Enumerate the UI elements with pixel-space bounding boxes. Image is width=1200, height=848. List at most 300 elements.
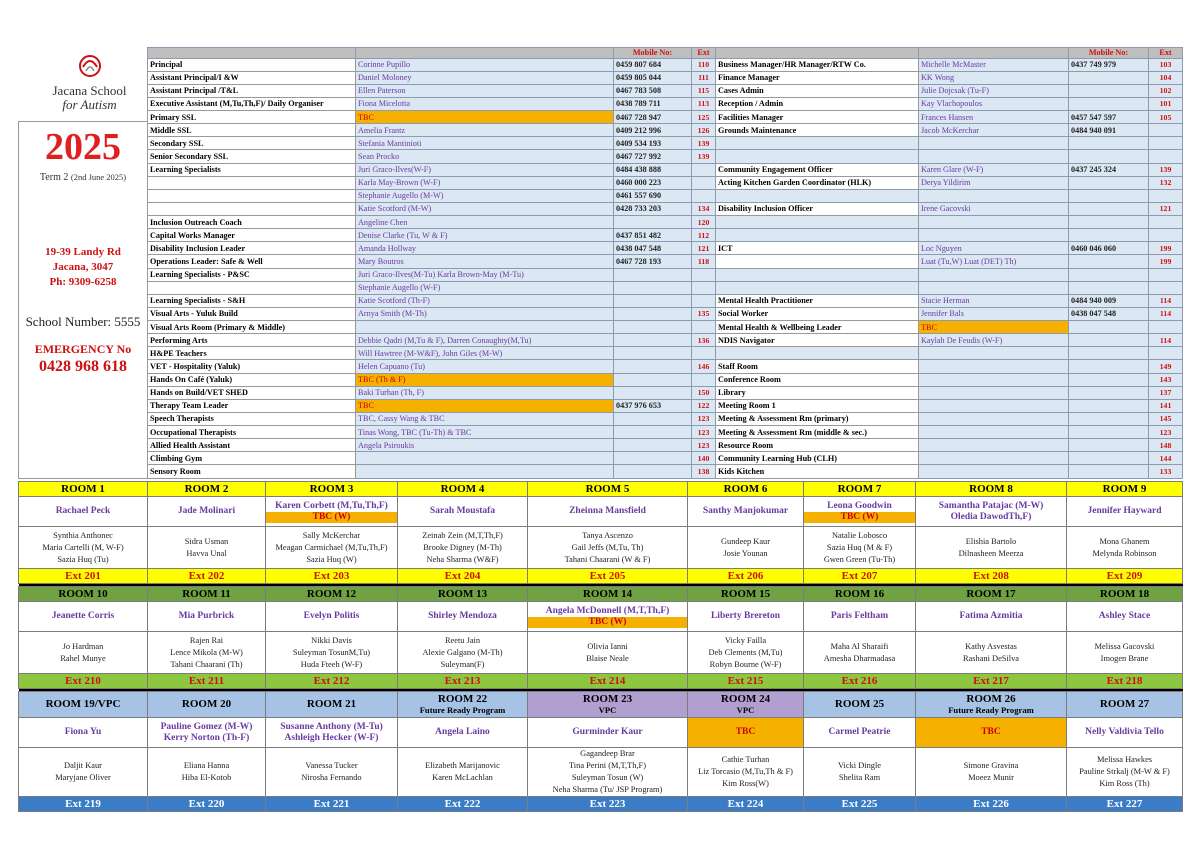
staff-member: Sazia Huq (Tu)	[57, 554, 109, 564]
room-header-row	[19, 482, 1183, 497]
teacher-row	[19, 602, 1183, 632]
header-blank	[148, 48, 356, 59]
directory-row	[148, 307, 1183, 320]
teacher-name: Evelyn Politis	[303, 611, 360, 621]
extension-number: 137	[1149, 386, 1183, 399]
teacher-cell	[398, 602, 528, 632]
role-label: Business Manager/HR Manager/RTW Co.	[716, 58, 919, 71]
directory-row	[148, 229, 1183, 242]
directory-row	[148, 189, 1183, 202]
room-name: ROOM 4	[440, 483, 485, 495]
empty-cell	[1069, 137, 1149, 150]
school-number: School Number: 5555	[25, 314, 141, 329]
mobile-number	[614, 465, 692, 479]
teacher-cell	[528, 602, 688, 632]
role-label: Primary SSL	[148, 111, 356, 124]
staff-member: Suleyman Tosun (W)	[571, 773, 644, 782]
room-header	[266, 587, 398, 602]
mobile-number	[1069, 360, 1149, 373]
extension-number: 199	[1149, 242, 1183, 255]
staff-name: Derya Yildirim	[919, 176, 1069, 189]
staff-member: Zeinab Zein (M,T,Th,F)	[422, 530, 503, 540]
directory-row	[148, 439, 1183, 452]
support-staff-cell	[804, 527, 916, 569]
mobile-number	[1069, 399, 1149, 412]
teacher-name: TBC	[735, 727, 756, 737]
role-label: Visual Arts Room (Primary & Middle)	[148, 321, 356, 334]
room-header	[916, 482, 1067, 497]
room-header	[1067, 692, 1183, 718]
support-staff-cell	[804, 632, 916, 674]
teacher-cell	[1067, 718, 1183, 748]
support-staff-row	[19, 632, 1183, 674]
extension-number: 123	[692, 412, 716, 425]
role-label: Resource Room	[716, 439, 919, 452]
staff-name: Debbie Qadri (M,Tu & F), Darren Conaughty(M,Tu)	[356, 334, 614, 347]
staff-name: Juri Graco-Ilves(M-Tu) Karla Brown-May (M-Tu)	[356, 268, 614, 281]
support-staff-cell	[916, 748, 1067, 797]
role-label: H&PE Teachers	[148, 347, 356, 360]
room-header	[266, 692, 398, 718]
room-extension	[804, 797, 916, 812]
support-staff-cell	[528, 527, 688, 569]
staff-member: Huda Fteeh (W-F)	[300, 659, 363, 669]
extension-number: 105	[1149, 111, 1183, 124]
staff-name: Julie Dojcsak (Tu-F)	[919, 84, 1069, 97]
support-staff-cell	[688, 527, 804, 569]
teacher-name: Santhy Manjokumar	[702, 506, 789, 516]
directory-row	[148, 97, 1183, 110]
teacher-cell	[688, 602, 804, 632]
directory-row	[148, 242, 1183, 255]
staff-member: Maha Al Sharaifi	[830, 641, 889, 651]
extension-number	[692, 163, 716, 176]
staff-member: Elizabeth Marijanovic	[425, 761, 500, 770]
staff-member: Gwen Green (Tu-Th)	[823, 554, 896, 564]
room-name: ROOM 11	[182, 588, 231, 600]
staff-member: Suleyman TosunM,Tu)	[292, 647, 371, 657]
teacher-name: Angela Laino	[435, 727, 490, 737]
teacher-name: Angela McDonnell (M,T,Th,F)	[545, 605, 670, 616]
staff-member: Alexie Galgano (M-Th)	[422, 647, 503, 657]
mobile-number: 0467 727 992	[614, 150, 692, 163]
empty-cell	[919, 268, 1069, 281]
staff-directory-table	[147, 47, 1183, 479]
role-label: Assistant Principal/I &W	[148, 71, 356, 84]
support-staff-cell	[688, 748, 804, 797]
ext-header: Ext	[692, 48, 716, 59]
empty-cell	[716, 137, 919, 150]
staff-name	[919, 360, 1069, 373]
staff-member: Melynda Robinson	[1092, 548, 1157, 558]
role-label: Acting Kitchen Garden Coordinator (HLK)	[716, 176, 919, 189]
room-extension	[266, 797, 398, 812]
logo-line-2: for Autism	[62, 97, 117, 112]
extension-number: Ext 217	[973, 675, 1009, 687]
room-name: ROOM 6	[723, 483, 768, 495]
room-header	[148, 692, 266, 718]
staff-name: TBC, Cassy Wang & TBC	[356, 412, 614, 425]
staff-member: Lence Mikola (M-W)	[170, 647, 243, 657]
role-label: Mental Health Practitioner	[716, 294, 919, 307]
empty-cell	[716, 281, 919, 294]
mobile-number	[1069, 202, 1149, 215]
extension-number: Ext 213	[444, 675, 481, 687]
directory-row	[148, 111, 1183, 124]
extension-number: 148	[1149, 439, 1183, 452]
staff-member: Tina Perini (M,T,Th,F)	[568, 761, 646, 770]
teacher-name: Paris Feltham	[830, 611, 889, 621]
teacher-name: Samantha Patajac (M-W)	[938, 500, 1044, 511]
room-extension-row	[19, 674, 1183, 689]
room-program: Future Ready Program	[948, 704, 1034, 715]
extension-number: 111	[692, 71, 716, 84]
mobile-number	[614, 452, 692, 465]
room-extension	[19, 674, 148, 689]
room-header	[19, 482, 148, 497]
empty-cell	[716, 268, 919, 281]
mobile-number: 0457 547 597	[1069, 111, 1149, 124]
role-label: Finance Manager	[716, 71, 919, 84]
extension-number: 122	[692, 399, 716, 412]
staff-member: Hiba El-Kotob	[181, 773, 232, 782]
teacher-name: Liberty Brereton	[710, 611, 781, 621]
support-staff-cell	[148, 527, 266, 569]
extension-number: 104	[1149, 71, 1183, 84]
extension-number: 115	[692, 84, 716, 97]
staff-name: Helen Capuano (Tu)	[356, 360, 614, 373]
room-name: ROOM 10	[58, 588, 108, 600]
staff-member: Tahani Chaarani (Th)	[170, 659, 243, 669]
room-header	[804, 587, 916, 602]
room-header	[688, 692, 804, 718]
mobile-number	[1069, 373, 1149, 386]
mobile-number: 0428 733 203	[614, 202, 692, 215]
directory-header-row	[148, 48, 1183, 59]
staff-name: Jennifer Bals	[919, 307, 1069, 320]
term-label	[19, 172, 147, 183]
staff-name: Fiona Micelotta	[356, 97, 614, 110]
mobile-number: 0409 534 193	[614, 137, 692, 150]
support-staff-cell	[804, 748, 916, 797]
staff-member: Moeez Munir	[968, 773, 1014, 782]
role-label: Grounds Maintenance	[716, 124, 919, 137]
role-label: Senior Secondary SSL	[148, 150, 356, 163]
empty-cell	[1149, 229, 1183, 242]
staff-name: TBC	[356, 111, 614, 124]
staff-name	[919, 412, 1069, 425]
staff-member: Pauline Strkalj (M-W & F)	[1079, 767, 1170, 776]
mobile-number: 0460 000 223	[614, 176, 692, 189]
extension-number	[692, 189, 716, 202]
staff-member: Rajen Rai	[189, 635, 224, 645]
teacher-cell	[19, 602, 148, 632]
room-header	[1067, 482, 1183, 497]
teacher-name: Leona Goodwin	[827, 500, 892, 511]
extension-number: Ext 209	[1106, 570, 1143, 582]
extension-number: 110	[692, 58, 716, 71]
staff-name: Katie Scotford (Th-F)	[356, 294, 614, 307]
support-staff-cell	[266, 527, 398, 569]
extension-number: 120	[692, 216, 716, 229]
teacher-cell	[398, 497, 528, 527]
mobile-number	[614, 373, 692, 386]
support-staff-cell	[19, 527, 148, 569]
extension-number: Ext 225	[841, 798, 878, 810]
mobile-number: 0437 245 324	[1069, 163, 1149, 176]
empty-cell	[716, 216, 919, 229]
extension-number: 114	[1149, 307, 1183, 320]
empty-cell	[919, 347, 1069, 360]
role-label: Therapy Team Leader	[148, 399, 356, 412]
teacher-name: Jeanette Corris	[51, 611, 115, 621]
room-name: ROOM 9	[1102, 483, 1147, 495]
empty-cell	[919, 137, 1069, 150]
role-label: Staff Room	[716, 360, 919, 373]
staff-name	[919, 439, 1069, 452]
staff-member: Shelita Ram	[838, 773, 881, 782]
directory-row	[148, 360, 1183, 373]
directory-row	[148, 71, 1183, 84]
teacher-cell	[398, 718, 528, 748]
classroom-table	[18, 481, 1183, 812]
room-extension	[19, 569, 148, 584]
extension-number: 149	[1149, 360, 1183, 373]
room-name: ROOM 26	[966, 692, 1016, 705]
room-name: ROOM 27	[1099, 698, 1150, 710]
teacher-name: Susanne Anthony (M-Tu)	[280, 721, 383, 732]
support-staff-cell	[1067, 748, 1183, 797]
mobile-number	[614, 216, 692, 229]
directory-row	[148, 294, 1183, 307]
directory-row	[148, 58, 1183, 71]
mobile-number: 0467 783 508	[614, 84, 692, 97]
extension-number: 139	[692, 150, 716, 163]
staff-member: Sally McKerchar	[302, 530, 361, 540]
room-header	[148, 587, 266, 602]
staff-member: Kim Ross(W)	[722, 779, 769, 788]
staff-member: Imogen Brane	[1100, 653, 1149, 663]
empty-cell	[716, 150, 919, 163]
room-name: ROOM 19/VPC	[45, 698, 121, 710]
staff-member: Sazia Huq (M & F)	[826, 542, 893, 552]
mobile-number	[614, 268, 692, 281]
role-label: Meeting & Assessment Rm (middle & sec.)	[716, 426, 919, 439]
directory-row	[148, 426, 1183, 439]
staff-member: Rashani DeSilva	[962, 653, 1020, 663]
directory-row	[148, 137, 1183, 150]
teacher-cell	[916, 497, 1067, 527]
room-extension	[148, 569, 266, 584]
staff-member: Kim Ross (Th)	[1099, 779, 1150, 788]
empty-cell	[1069, 229, 1149, 242]
directory-row	[148, 163, 1183, 176]
role-label: Assistant Principal /T&L	[148, 84, 356, 97]
staff-name: Kay Vlachopoulos	[919, 97, 1069, 110]
extension-number: Ext 203	[313, 570, 350, 582]
directory-row	[148, 176, 1183, 189]
room-name: ROOM 15	[720, 588, 771, 600]
mobile-number: 0459 807 684	[614, 58, 692, 71]
empty-cell	[919, 229, 1069, 242]
extension-number: Ext 215	[727, 675, 764, 687]
room-extension	[528, 797, 688, 812]
room-extension	[1067, 569, 1183, 584]
directory-row	[148, 255, 1183, 268]
room-header-row	[19, 692, 1183, 718]
mobile-number	[1069, 439, 1149, 452]
emergency-number: 0428 968 618	[39, 358, 127, 375]
empty-cell	[716, 229, 919, 242]
ext-header: Ext	[1149, 48, 1183, 59]
directory-row	[148, 281, 1183, 294]
room-name: ROOM 1	[61, 483, 105, 495]
extension-number: Ext 218	[1106, 675, 1143, 687]
room-extension	[916, 674, 1067, 689]
staff-member: Eliana Hanna	[183, 761, 230, 770]
school-info-panel	[18, 121, 147, 479]
room-header	[528, 692, 688, 718]
room-extension	[148, 674, 266, 689]
mobile-number	[614, 412, 692, 425]
extension-number: Ext 205	[589, 570, 626, 582]
mobile-number: 0460 046 060	[1069, 242, 1149, 255]
empty-cell	[1069, 216, 1149, 229]
role-label	[148, 189, 356, 202]
extension-number: Ext 211	[188, 675, 225, 687]
emergency-label: EMERGENCY No	[34, 342, 132, 356]
room-header	[916, 692, 1067, 718]
role-label: Secondary SSL	[148, 137, 356, 150]
extension-number: Ext 216	[841, 675, 878, 687]
directory-row	[148, 399, 1183, 412]
logo-icon	[75, 53, 105, 77]
staff-member: Melissa Hawkes	[1096, 755, 1153, 764]
role-label: ICT	[716, 242, 919, 255]
extension-number: 114	[1149, 334, 1183, 347]
extension-number: 145	[1149, 412, 1183, 425]
room-name: ROOM 16	[834, 588, 885, 600]
extension-number: 146	[692, 360, 716, 373]
staff-name: Arnya Smith (M-Th)	[356, 307, 614, 320]
staff-name: Jacob McKerchar	[919, 124, 1069, 137]
teacher-cell	[916, 602, 1067, 632]
support-staff-row	[19, 527, 1183, 569]
extension-number: Ext 221	[313, 798, 350, 810]
teacher-name: Fatima Azmitia	[959, 611, 1023, 621]
mobile-number	[1069, 71, 1149, 84]
empty-cell	[1149, 189, 1183, 202]
staff-member: Deb Clements (M,Tu)	[708, 647, 783, 657]
room-extension-row	[19, 797, 1183, 812]
year-heading: 2025	[45, 126, 121, 168]
role-label	[148, 176, 356, 189]
mobile-number: 0409 212 996	[614, 124, 692, 137]
room-extension	[1067, 797, 1183, 812]
room-name: ROOM 3	[309, 483, 354, 495]
teacher-name: Ashley Stace	[1098, 611, 1151, 621]
staff-member: Elishia Bartolo	[965, 536, 1017, 546]
staff-name	[356, 452, 614, 465]
staff-member: Synthia Anthonec	[53, 530, 113, 540]
staff-member: Amesha Dharmadasa	[823, 653, 896, 663]
staff-name: Stefania Mantinioti	[356, 137, 614, 150]
extension-number: 123	[692, 426, 716, 439]
staff-name: Angeline Chen	[356, 216, 614, 229]
staff-member: Daljit Kaur	[64, 761, 102, 770]
directory-row	[148, 124, 1183, 137]
staff-member: Neha Sharma (Tu/ JSP Program)	[552, 785, 663, 794]
staff-name: Stacie Herman	[919, 294, 1069, 307]
empty-cell	[716, 189, 919, 202]
room-extension	[148, 797, 266, 812]
header-blank	[919, 48, 1069, 59]
directory-row	[148, 202, 1183, 215]
room-extension	[266, 569, 398, 584]
teacher-cell	[804, 602, 916, 632]
support-staff-cell	[148, 748, 266, 797]
role-label: Reception / Admin	[716, 97, 919, 110]
teacher-name: Rachael Peck	[55, 506, 111, 516]
mobile-number	[614, 294, 692, 307]
role-label: Conference Room	[716, 373, 919, 386]
staff-name	[919, 386, 1069, 399]
staff-member: Neha Sharma (W&F)	[426, 554, 499, 564]
role-label: Learning Specialists - P&SC	[148, 268, 356, 281]
empty-cell	[1149, 268, 1183, 281]
support-staff-cell	[528, 748, 688, 797]
teacher-name: Nelly Valdivia Tello	[1085, 727, 1164, 737]
role-label: NDIS Navigator	[716, 334, 919, 347]
staff-member: Nikki Davis	[311, 635, 352, 645]
directory-row	[148, 268, 1183, 281]
room-extension	[398, 569, 528, 584]
room-extension-row	[19, 569, 1183, 584]
room-header	[688, 587, 804, 602]
mobile-number	[1069, 452, 1149, 465]
room-extension	[398, 674, 528, 689]
staff-name	[919, 452, 1069, 465]
extension-number: 138	[692, 465, 716, 479]
role-label: Capital Works Manager	[148, 229, 356, 242]
extension-number	[692, 268, 716, 281]
extension-number: 103	[1149, 58, 1183, 71]
teacher-name: Carmel Peatrie	[828, 727, 891, 737]
extension-number: 133	[1149, 465, 1183, 479]
room-header	[266, 482, 398, 497]
staff-member: Cathie Turhan	[721, 755, 770, 764]
teacher-name: Sarah Moustafa	[429, 506, 496, 516]
room-name: ROOM 7	[837, 483, 882, 495]
extension-number: 118	[692, 255, 716, 268]
staff-name	[356, 321, 614, 334]
address-line-2: Jacana, 3047	[52, 261, 114, 273]
staff-member: Maryjane Oliver	[55, 773, 111, 782]
staff-member: Gail Jeffs (M,Tu, Th)	[571, 542, 644, 552]
room-program: Future Ready Program	[419, 704, 506, 715]
mobile-number	[614, 281, 692, 294]
role-label: Mental Health & Wellbeing Leader	[716, 321, 919, 334]
teacher-cell	[1067, 497, 1183, 527]
teacher-name: Zheinna Mansfield	[569, 506, 646, 516]
role-label: Principal	[148, 58, 356, 71]
room-extension	[916, 569, 1067, 584]
teacher-cell	[266, 718, 398, 748]
staff-name: Michelle McMaster	[919, 58, 1069, 71]
staff-name: Juri Graco-Ilves(W-F)	[356, 163, 614, 176]
extension-number: 101	[1149, 97, 1183, 110]
directory-row	[148, 452, 1183, 465]
